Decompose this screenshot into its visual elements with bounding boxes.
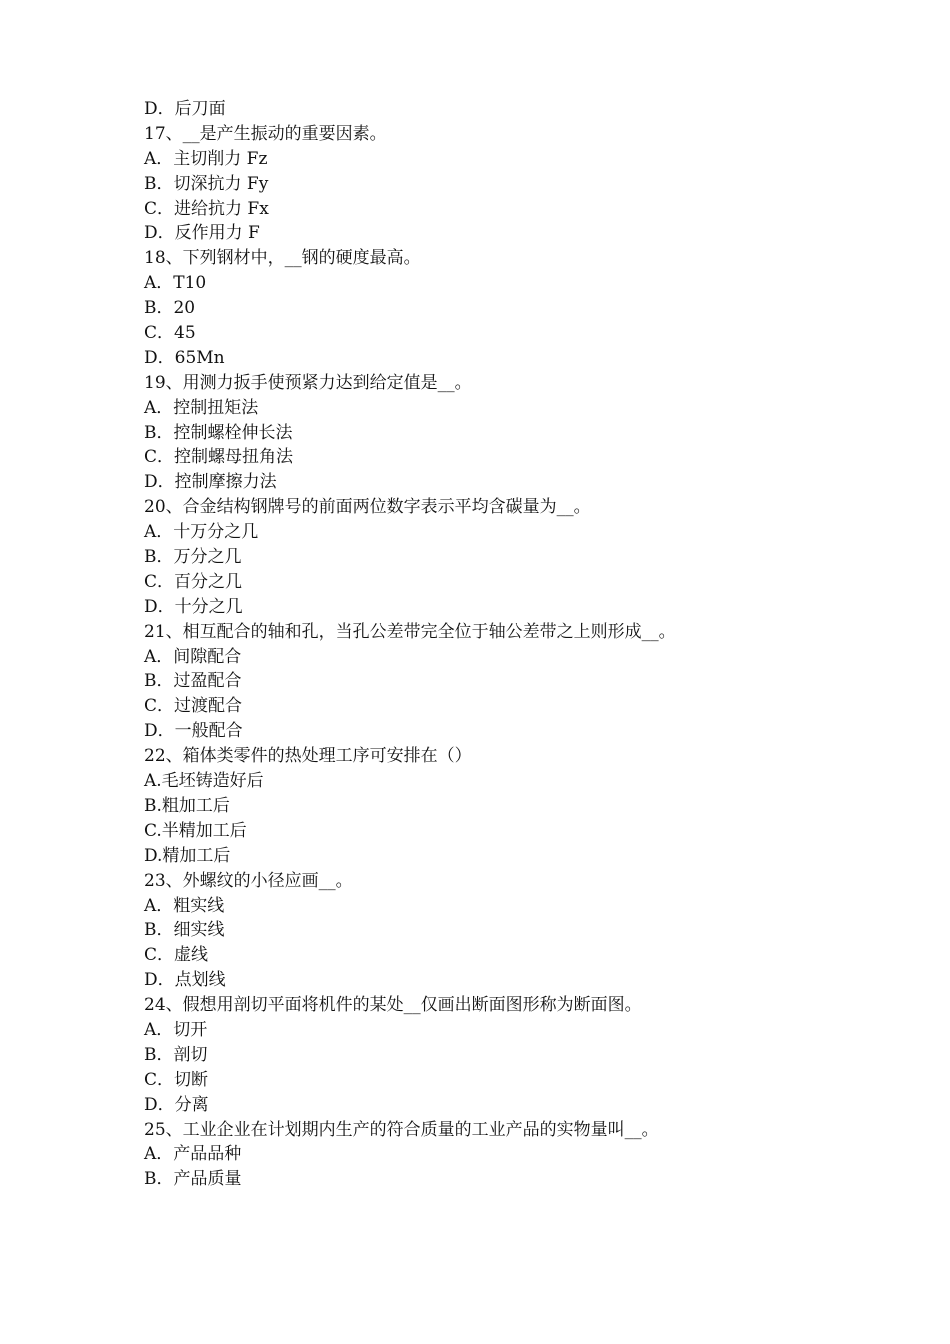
option-line: B．剖切 [144,1044,208,1065]
option-line: B．万分之几 [144,547,242,568]
option-line: D．分离 [144,1094,209,1115]
option-line: A．粗实线 [144,895,225,916]
option-line: D．后刀面 [144,99,226,119]
option-line: A．间隙配合 [144,646,242,667]
option-line: D.精加工后 [144,845,231,866]
option-line: C．百分之几 [144,571,243,592]
option-line: A．十万分之几 [144,522,259,543]
question-line: 18、下列钢材中，__钢的硬度最高。 [144,248,421,269]
option-line: C.半精加工后 [144,820,247,841]
option-line: D．一般配合 [144,721,243,742]
option-line: B．细实线 [144,920,225,941]
option-line: D．反作用力 F [144,223,260,244]
question-line: 21、相互配合的轴和孔，当孔公差带完全位于轴公差带之上则形成__。 [144,621,676,642]
option-line: B．过盈配合 [144,671,242,692]
option-line: A．控制扭矩法 [144,397,259,418]
option-line: C．切断 [144,1069,209,1090]
option-line: D．十分之几 [144,596,243,617]
option-line: C．控制螺母扭角法 [144,447,294,468]
option-line: B.粗加工后 [144,795,230,816]
question-line: 25、工业企业在计划期内生产的符合质量的工业产品的实物量叫__。 [144,1119,659,1140]
option-line: C．过渡配合 [144,696,243,717]
option-line: A.毛坯铸造好后 [144,771,264,792]
question-line: 20、合金结构钢牌号的前面两位数字表示平均含碳量为__。 [144,497,591,518]
question-line: 23、外螺纹的小径应画__。 [144,870,353,891]
option-line: C．45 [144,323,196,344]
option-line: A．切开 [144,1019,208,1040]
option-line: C．进给抗力 Fx [144,198,269,219]
question-line: 17、__是产生振动的重要因素。 [144,123,387,144]
question-line: 22、箱体类零件的热处理工序可安排在（） [144,746,472,767]
option-line: B．控制螺栓伸长法 [144,422,293,443]
option-line: A．T10 [144,273,207,294]
question-line: 19、用测力扳手使预紧力达到给定值是__。 [144,372,472,393]
option-line: D．65Mn [144,347,225,368]
option-line: B．切深抗力 Fy [144,173,269,194]
document-body [144,97,864,1192]
question-line: 24、假想用剖切平面将机件的某处__仅画出断面图形称为断面图。 [144,995,642,1016]
option-line: A．产品品种 [144,1144,242,1165]
option-line: D．控制摩擦力法 [144,472,277,493]
option-line: A．主切削力 Fz [144,148,268,169]
option-line: D．点划线 [144,970,226,991]
option-line: B．产品质量 [144,1169,242,1190]
option-line: B．20 [144,298,196,319]
option-line: C．虚线 [144,945,209,966]
